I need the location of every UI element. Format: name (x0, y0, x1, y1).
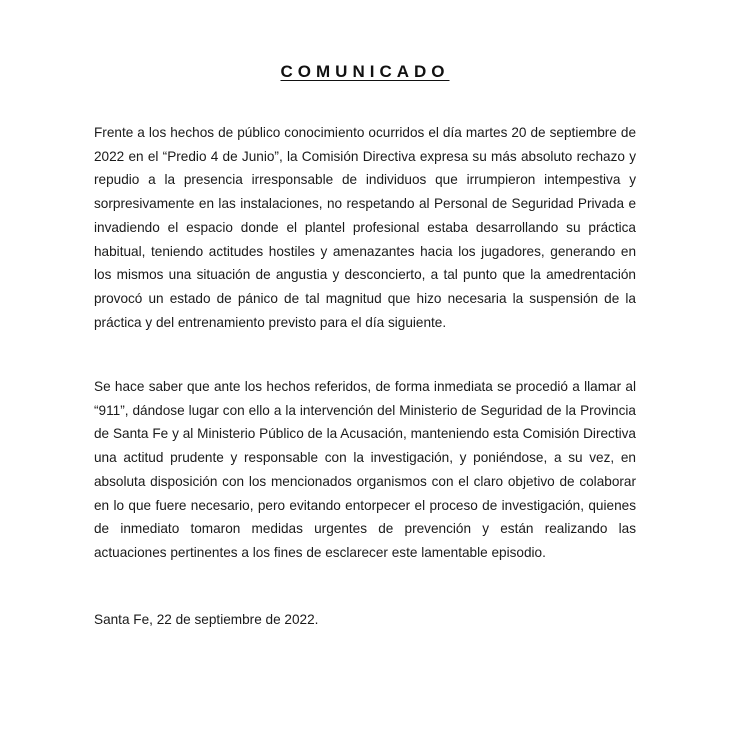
place-date: Santa Fe, 22 de septiembre de 2022. (94, 612, 319, 627)
document-title: COMUNICADO (280, 62, 450, 81)
paragraph-incident: Frente a los hechos de público conocimiento ocurridos el día martes 20 de septiembre de 2022 en el “Predio 4 de Junio”, la Comisión Directiva expresa su más absoluto rechazo y repudio a la presencia irresponsable de individuos que irrumpieron intempestiva y sorpresivamente en las instalaciones, no respetando al Personal de Seguridad Privada e invadiendo el espacio donde el plantel profesional estaba desarrollando su práctica habitual, teniendo actitudes hostiles y amenazantes hacia los jugadores, generando en los mismos una situación de angustia y desconcierto, a tal punto que la amedrentación provocó un estado de pánico de tal magnitud que hizo necesaria la suspensión de la práctica y del entrenamiento previsto para el día siguiente. (94, 125, 636, 330)
paragraph-actions: Se hace saber que ante los hechos referidos, de forma inmediata se procedió a llamar al “911”, dándose lugar con ello a la intervención del Ministerio de Seguridad de la Provincia de Santa Fe y al Ministerio Público de la Acusación, manteniendo esta Comisión Directiva una actitud prudente y responsable con la investigación, y poniéndose, a su vez, en absoluta disposición con los mencionados organismos con el claro objetivo de colaborar en lo que fuere necesario, pero evitando entorpecer el proceso de investigación, quienes de inmediato tomaron medidas urgentes de prevención y están realizando las actuaciones pertinentes a los fines de esclarecer este lamentable episodio. (94, 379, 636, 560)
